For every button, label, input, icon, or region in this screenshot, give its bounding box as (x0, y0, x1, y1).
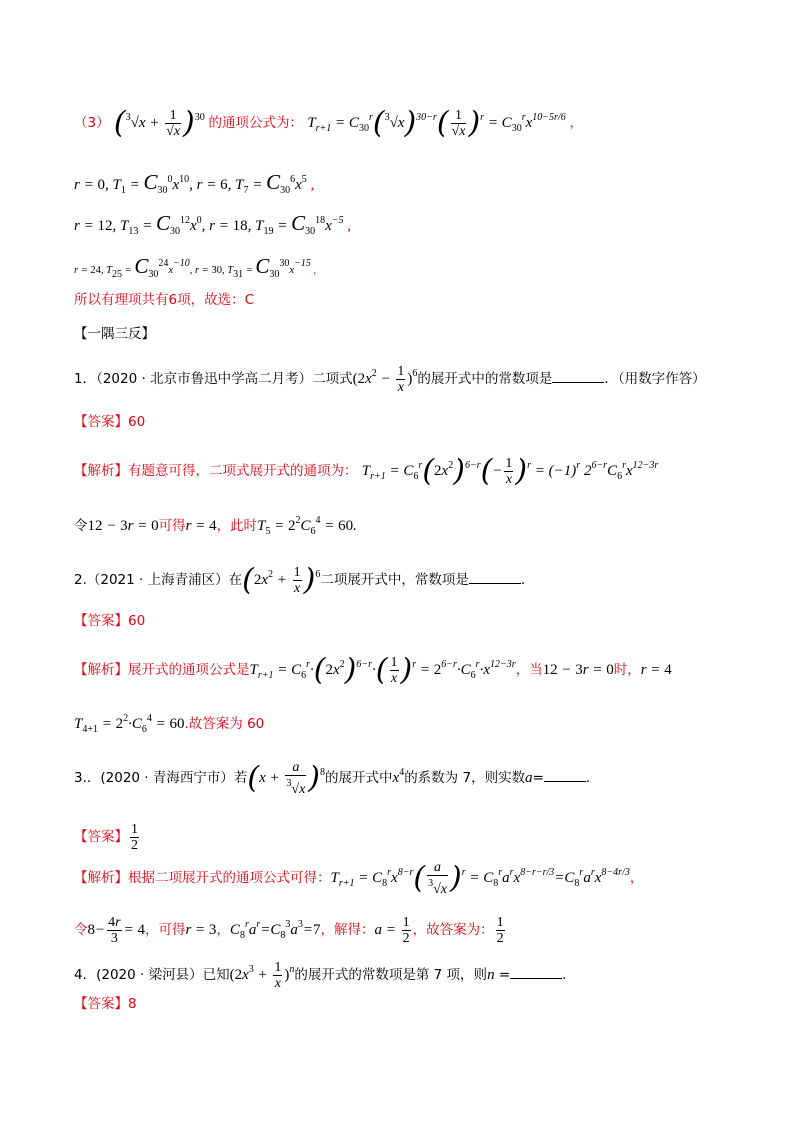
p3-label: （3） (74, 115, 110, 131)
q3-analysis-text: 根据二项展开式的通项公式可得： (128, 869, 331, 886)
q1-blank (552, 368, 604, 383)
q2-blank (469, 569, 521, 584)
q3-blank (544, 767, 586, 782)
q1-analysis-line (74, 453, 659, 489)
q3-x4: $x^4$ (392, 766, 405, 786)
q2-analysis-text: 展开式的通项公式是 (128, 662, 250, 678)
q2-result-line (74, 709, 264, 740)
q3-question: 3.．(2020 · 青海西宁市）若(x + $\frac{a}{^3√x}$ )$^8$的展开式中$x^4$的系数为 7，则实数a= . (74, 760, 591, 797)
q3-final: $\frac{1}{2}$ (496, 915, 504, 947)
q2-r: r = 4 (640, 662, 672, 678)
answer-label: 【答案】 (74, 996, 128, 1012)
analysis-label: 【解析】 (74, 662, 128, 678)
q3-get: ，可得 (144, 922, 186, 938)
q2-prefix: 2.（2021 · 上海青浦区）在 (74, 572, 243, 588)
q1-r: r = 4 (185, 518, 217, 534)
analysis-label: 【解析】 (74, 869, 128, 886)
q3-solve-line: 令8− $\frac{4r}{3}$ = 4，可得r = 3，$C_8^ra^r=C_8^3a^3=7$，解得：a = $\frac{1}{2}$ ，故答案为： $\frac{1}{2}$ (74, 915, 507, 946)
q3-answer: $\frac{1}{2}$ (131, 822, 138, 853)
p3-line: （3） ($^3$√x + $\frac{1}{√x}$ )$^{30}$ 的通项公式为： $T_{r+1} = C_{30}^r(^3√x)^{30-r}$( $\frac{1}{√x}$ )$^r = C_{30}^rx^{10-5r/6}$ ， (74, 105, 583, 141)
q3-let: 令 (74, 922, 88, 938)
q4-question: 4．(2020 · 梁河县）已知($2x^3$ + $\frac{1}{x}$ )$^n$的展开式的常数项是第 7 项，则n = . (74, 960, 567, 992)
q1-answer-line (74, 412, 145, 432)
answer-label: 【答案】 (74, 828, 128, 845)
q1-answer: 60 (128, 414, 146, 430)
q1-solve-line (74, 511, 357, 542)
q1-then: ，此时 (216, 518, 258, 534)
conclusion: 所以有理项共有6项，故选：C (74, 292, 255, 308)
rational-term-line-2: r = 12, $T_{13} = C_{30}^{12}x^0$, r = 18, $T_{19} = C_{30}^{18}x^{-5}$ , (74, 211, 351, 237)
q1-expression: ($2x^2$ − $\frac{1}{x}$ )$^6$ (352, 364, 418, 396)
q2-when: ，当 (515, 662, 543, 678)
q4-answer-line (74, 994, 137, 1014)
q2-tail: .故答案为 60 (184, 716, 265, 732)
q1-let: 令 (74, 518, 88, 534)
q2-suffix: 二项展开式中，常数项是 (320, 572, 469, 588)
q3-prefix: 3.．(2020 · 青海西宁市）若 (74, 769, 248, 786)
q4-prefix: 4．(2020 · 梁河县）已知 (74, 967, 230, 983)
answer-label: 【答案】 (74, 613, 128, 629)
q4-expression: ($2x^3$ + $\frac{1}{x}$ )$^n$ (229, 960, 295, 992)
p3-text: 的通项公式为： (208, 115, 304, 131)
q3-answer-line (74, 822, 141, 853)
analysis-label: 【解析】 (74, 463, 128, 479)
q2-general-term: $T_{r+1} = C_6^r\cdot(2x^2)^{6-r}\cdot$( $\frac{1}{x}$ )$^r = 2^{6-r}\cdot C_6^r\cdot x^{12-3r}$ (249, 652, 516, 688)
q4-answer: 8 (128, 996, 137, 1012)
q2-eq: 12 − 3r = 0 (542, 662, 614, 678)
rational-term-line-3: r = 24, T25 = C3024x−10, r = 30, T31 = C3030x−15 , (74, 254, 317, 280)
section-title: 【一隅三反】 (74, 326, 155, 342)
q2-when2: 时， (613, 662, 641, 678)
q3-a-val: a = $\frac{1}{2}$ (374, 915, 410, 947)
p3-expression: ($^3$√x + $\frac{1}{√x}$ )$^{30}$ (113, 105, 205, 141)
rational-term-line-1: r = 0, $T_1 = C_{30}^0x^{10}$, r = 6, $T_7 = C_{30}^6x^5$ , (74, 170, 315, 196)
q2-answer-line (74, 611, 145, 631)
q1-analysis-text: 有题意可得，二项式展开式的通项为： (128, 463, 358, 479)
q1-eq1: 12 − 3r = 0 (87, 518, 159, 534)
q2-analysis-line (74, 652, 672, 688)
q3-so: ，故答案为： (412, 922, 494, 938)
answer-label: 【答案】 (74, 414, 128, 430)
q4-suffix: 的展开式的常数项是第 7 项，则 (294, 967, 488, 983)
q3-mid2: 的系数为 7，则实数 (404, 769, 526, 786)
p3-formula: $T_{r+1} = C_{30}^r(^3√x)^{30-r}$( $\frac{1}{√x}$ )$^r = C_{30}^rx^{10-5r/6}$ (307, 105, 566, 141)
q3-coef: $C_8^ra^r=C_8^3a^3=7$ (229, 919, 321, 941)
q4-n: n (487, 967, 495, 983)
q3-mid: 的展开式中 (325, 769, 393, 786)
q3-general-term: $T_{r+1} = C_8^rx^{8-r}$( $\frac{a}{^3√x}$ )$^r = C_8^ra^rx^{8-r-r/3}=C_8^ra^rx^{8-4r/3}$ (330, 860, 630, 897)
q1-prefix: 1．（2020 · 北京市鲁迅中学高二月考）二项式 (74, 371, 353, 387)
q2-t5: $T_{4+1} = 2^2\cdot C_6^4 = 60$ (74, 713, 185, 735)
q3-r: r = 3 (185, 922, 217, 938)
q1-suffix: 的展开式中的常数项是 (417, 371, 553, 387)
q3-expression: (x + $\frac{a}{^3√x}$ )$^8$ (247, 760, 326, 797)
q3-analysis-line: 【解析】根据二项展开式的通项公式可得：$T_{r+1} = C_8^rx^{8-r}$( $\frac{a}{^3√x}$ )$^r = C_8^ra^rx^{8-r-r/3}=C_8^ra^rx^{8-4r/3}$， (74, 860, 644, 897)
q2-answer: 60 (128, 613, 146, 629)
q3-eq: 8− $\frac{4r}{3}$ = 4 (87, 915, 145, 947)
q1-general-term: $T_{r+1} = C_6^r(2x^2)^{6-r}(-$ $\frac{1}{x}$ )$^r = (-1)^r$ $2^{6-r}C_6^rx^{12-3r}$ (361, 453, 659, 489)
q2-question: 2.（2021 · 上海青浦区）在($2x^2$ + $\frac{1}{x}$ )$^6$二项展开式中，常数项是 . (74, 562, 526, 598)
q4-blank (510, 964, 562, 979)
q1-get: 可得 (158, 518, 186, 534)
q3-a: a (525, 769, 533, 786)
q2-expression: ($2x^2$ + $\frac{1}{x}$ )$^6$ (242, 562, 321, 598)
q3-solve: ，解得： (320, 922, 375, 938)
q1-question (74, 364, 706, 395)
q1-tail: ．（用数字作答） (604, 371, 706, 387)
q1-t5: $T_5 = 2^2C_6^4 = 60$. (257, 515, 357, 537)
